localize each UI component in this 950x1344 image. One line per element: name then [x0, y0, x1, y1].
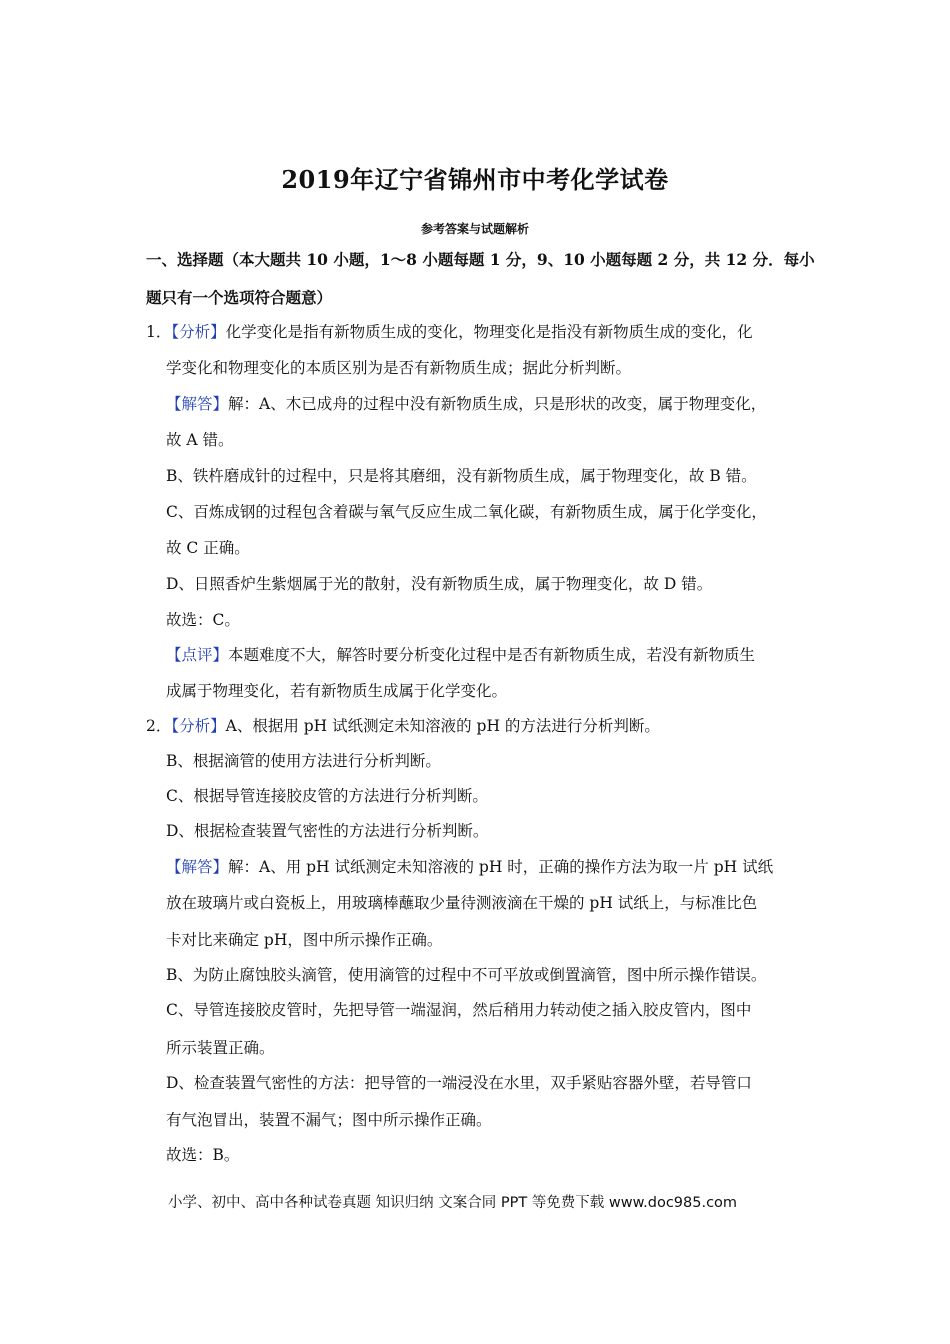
q2-answer-a-line-3: 卡对比来确定 pH，图中所示操作正确。 — [166, 931, 443, 949]
q2-analysis-line-1 — [146, 716, 660, 736]
q1-comment-line-1 — [166, 645, 755, 665]
q1-number: 1． — [146, 323, 172, 341]
q2-answer-line-1 — [166, 857, 773, 877]
q2-answer-a-text: 解：A、用 pH 试纸测定未知溶液的 pH 时，正确的操作方法为取一片 pH 试纸 — [228, 858, 774, 876]
q1-answer-a-text: 解：A、木已成舟的过程中没有新物质生成，只是形状的改变，属于物理变化， — [228, 395, 767, 413]
q1-analysis-line-1 — [146, 322, 753, 342]
q1-comment-text-1: 本题难度不大，解答时要分析变化过程中是否有新物质生成，若没有新物质生 — [228, 646, 756, 664]
q2-analysis-a: A、根据用 pH 试纸测定未知溶液的 pH 的方法进行分析判断。 — [225, 717, 660, 735]
q1-answer-a-line-2: 故 A 错。 — [166, 431, 234, 449]
footer-watermark: 小学、初中、高中各种试卷真题 知识归纳 文案合同 PPT 等免费下载 www.doc985.com — [168, 1195, 738, 1211]
q2-answer-c-line-1: C、导管连接胶皮管时，先把导管一端湿润，然后稍用力转动使之插入胶皮管内，图中 — [166, 1001, 752, 1019]
q2-choice: 故选：B。 — [166, 1146, 240, 1164]
page-subtitle: 参考答案与试题解析 — [420, 222, 529, 236]
q1-analysis-tag: 【分析】 — [171, 323, 226, 341]
q1-answer-c-line-2: 故 C 正确。 — [166, 539, 250, 557]
q1-answer-d: D、日照香炉生紫烟属于光的散射，没有新物质生成，属于物理变化，故 D 错。 — [166, 575, 713, 593]
q1-analysis-text-1: 化学变化是指有新物质生成的变化，物理变化是指没有新物质生成的变化，化 — [225, 323, 753, 341]
q1-choice: 故选：C。 — [166, 611, 240, 629]
q1-answer-line-1 — [166, 394, 766, 414]
section-heading-line-2: 题只有一个选项符合题意） — [146, 288, 333, 307]
q2-analysis-tag: 【分析】 — [171, 717, 226, 735]
q2-analysis-c: C、根据导管连接胶皮管的方法进行分析判断。 — [166, 787, 488, 805]
q2-answer-b: B、为防止腐蚀胶头滴管，使用滴管的过程中不可平放或倒置滴管，图中所示操作错误。 — [166, 966, 767, 984]
q2-answer-d-line-1: D、检查装置气密性的方法：把导管的一端浸没在水里，双手紧贴容器外壁，若导管口 — [166, 1074, 752, 1092]
q2-answer-a-line-2: 放在玻璃片或白瓷板上，用玻璃棒蘸取少量待测液滴在干燥的 pH 试纸上，与标准比色 — [166, 894, 758, 912]
q2-number: 2． — [146, 717, 172, 735]
q1-analysis-line-2: 学变化和物理变化的本质区别为是否有新物质生成；据此分析判断。 — [166, 359, 632, 377]
page-title: 2019年辽宁省锦州市中考化学试卷 — [281, 165, 669, 194]
q1-comment-line-2: 成属于物理变化，若有新物质生成属于化学变化。 — [166, 682, 508, 700]
q1-answer-tag: 【解答】 — [166, 395, 229, 413]
q2-analysis-d: D、根据检查装置气密性的方法进行分析判断。 — [166, 822, 489, 840]
q1-comment-tag: 【点评】 — [166, 646, 229, 664]
q1-answer-b: B、铁杵磨成针的过程中，只是将其磨细，没有新物质生成，属于物理变化，故 B 错。 — [166, 467, 757, 485]
section-heading-line-1: 一、选择题（本大题共 10 小题，1～8 小题每题 1 分，9、10 小题每题 2 分，共 12 分．每小 — [146, 250, 815, 269]
q2-answer-c-line-2: 所示装置正确。 — [166, 1039, 275, 1057]
q1-answer-c-line-1: C、百炼成钢的过程包含着碳与氧气反应生成二氧化碳，有新物质生成，属于化学变化， — [166, 503, 767, 521]
q2-answer-tag: 【解答】 — [166, 858, 229, 876]
q2-analysis-b: B、根据滴管的使用方法进行分析判断。 — [166, 752, 441, 770]
q2-answer-d-line-2: 有气泡冒出，装置不漏气；图中所示操作正确。 — [166, 1111, 492, 1129]
